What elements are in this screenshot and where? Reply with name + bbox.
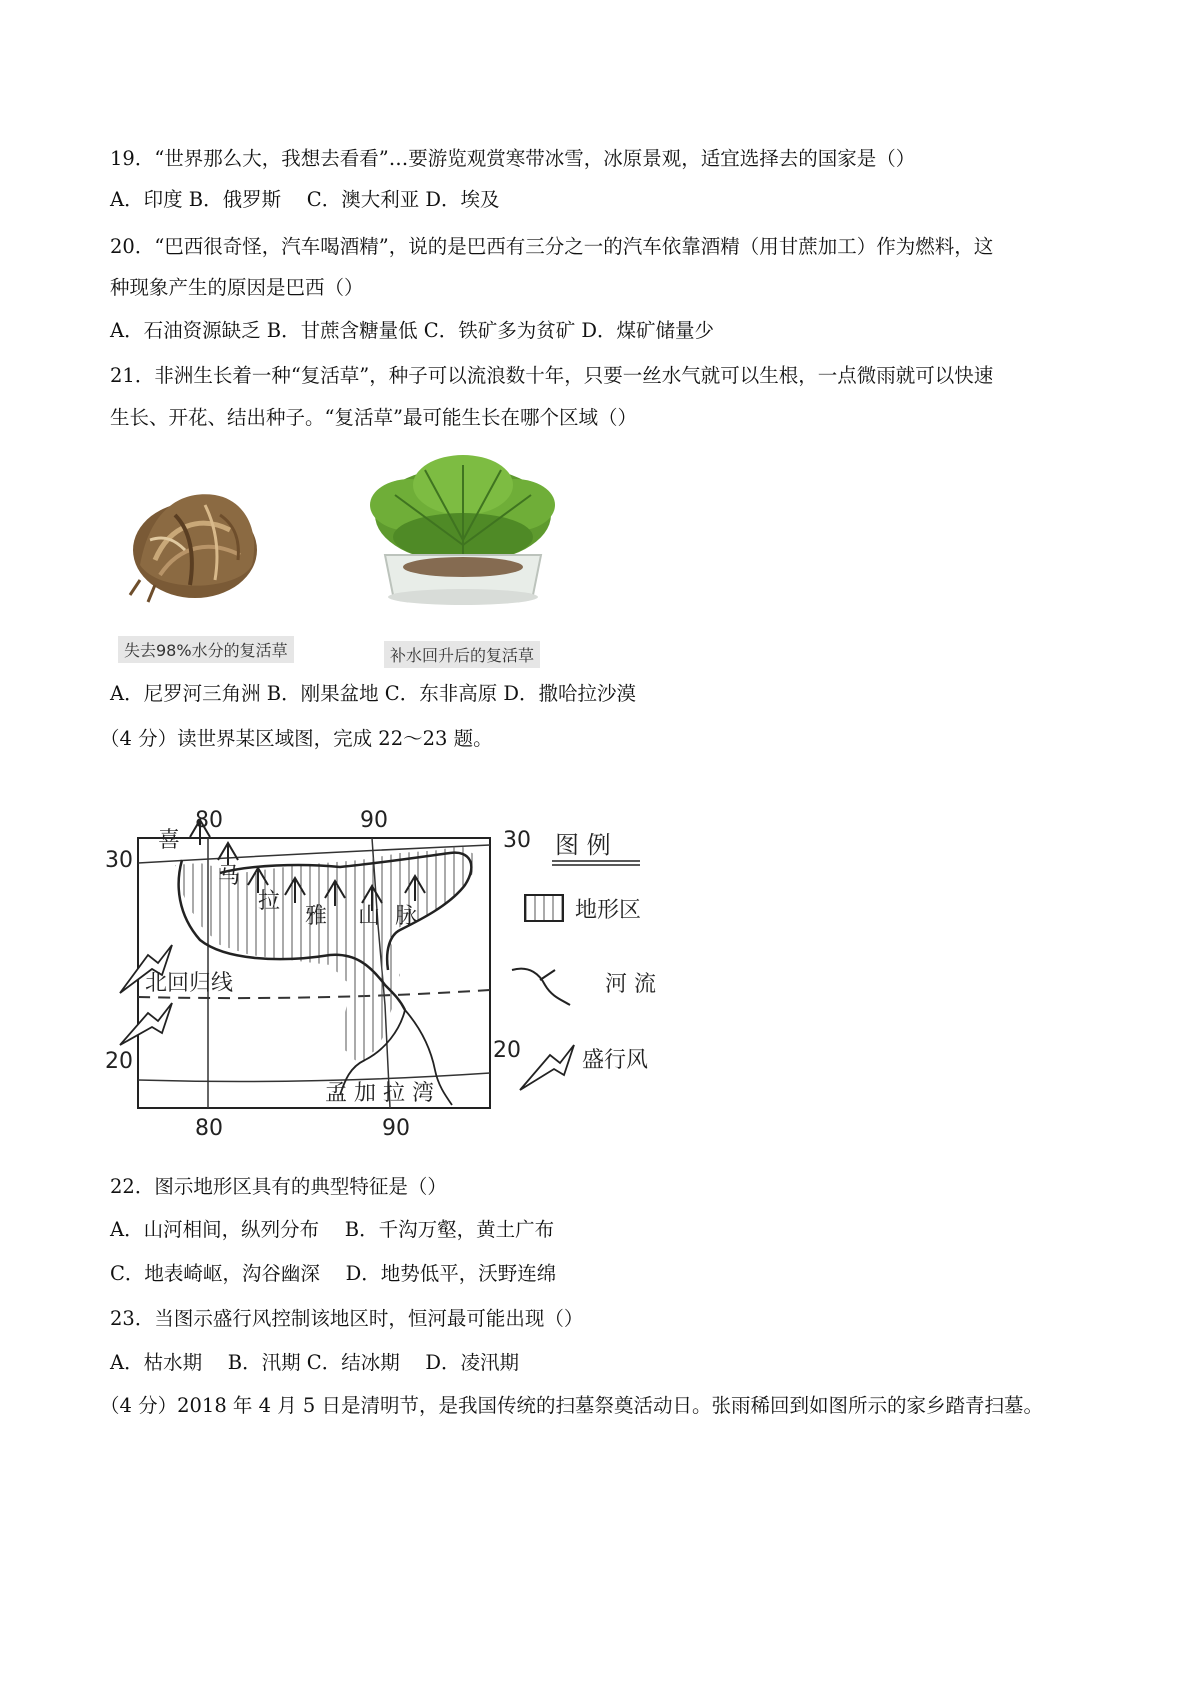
dry-resurrection-plant-image	[120, 470, 270, 610]
next-section-intro: （4 分）2018 年 4 月 5 日是清明节，是我国传统的扫墓祭奠活动日。张雨稀回到如图所示的家乡踏青扫墓。	[100, 1394, 1044, 1417]
q22-options-line1: A．山河相间，纵列分布 B．千沟万壑，黄土广布	[110, 1218, 555, 1241]
legend-river-label: 河 流	[605, 972, 656, 997]
legend-river-swatch	[512, 969, 570, 1005]
q21-options: A．尼罗河三角洲 B．刚果盆地 C．东非高原 D．撒哈拉沙漠	[110, 682, 637, 705]
q22-stem: 22．图示地形区具有的典型特征是（）	[110, 1175, 447, 1198]
caption-dry-plant: 失去98%水分的复活草	[118, 636, 294, 663]
q20-stem-line2: 种现象产生的原因是巴西（）	[110, 276, 364, 299]
lon-top-90: 90	[360, 808, 388, 833]
q21-stem-line2: 生长、开花、结出种子。“复活草”最可能生长在哪个区域（）	[110, 406, 637, 429]
lat-right-30: 30	[503, 828, 531, 853]
lon-top-80: 80	[195, 808, 223, 833]
q23-options: A．枯水期 B．汛期 C．结冰期 D．凌汛期	[110, 1351, 520, 1374]
lat-left-20: 20	[105, 1049, 133, 1074]
label-xi: 喜	[158, 828, 181, 853]
legend-terrain-swatch	[525, 895, 563, 921]
lat-right-20: 20	[493, 1038, 521, 1063]
label-mai: 脉	[395, 904, 418, 929]
map-intro: （4 分）读世界某区域图，完成 22～23 题。	[100, 727, 493, 750]
label-la: 拉	[258, 889, 281, 914]
label-ya: 雅	[305, 904, 328, 929]
label-ma: 马	[218, 864, 241, 889]
label-tropic: 北回归线	[145, 971, 234, 996]
green-resurrection-plant-image	[355, 445, 570, 615]
q21-stem-line1: 21．非洲生长着一种“复活草”，种子可以流浪数十年，只要一丝水气就可以生根，一点微雨就可以快速	[110, 364, 994, 387]
q23-stem: 23．当图示盛行风控制该地区时，恒河最可能出现（）	[110, 1307, 584, 1330]
region-map	[100, 805, 680, 1150]
q22-options-line2: C．地表崎岖，沟谷幽深 D．地势低平，沃野连绵	[110, 1262, 557, 1285]
lon-bottom-90: 90	[382, 1116, 410, 1141]
legend-wind-label: 盛行风	[582, 1048, 649, 1073]
q19-options: A．印度 B．俄罗斯 C．澳大利亚 D．埃及	[110, 188, 500, 211]
q20-stem-line1: 20．“巴西很奇怪，汽车喝酒精”，说的是巴西有三分之一的汽车依靠酒精（用甘蔗加工）作为燃料，这	[110, 235, 994, 258]
label-bay: 孟 加 拉 湾	[325, 1081, 434, 1106]
q20-options: A．石油资源缺乏 B．甘蔗含糖量低 C．铁矿多为贫矿 D．煤矿储量少	[110, 319, 715, 342]
lon-bottom-80: 80	[195, 1116, 223, 1141]
caption-green-plant: 补水回升后的复活草	[384, 641, 540, 668]
q19-stem: 19．“世界那么大，我想去看看”…要游览观赏寒带冰雪，冰原景观，适宜选择去的国家是（）	[110, 147, 916, 170]
label-shan: 山	[358, 904, 381, 929]
legend-wind-swatch	[520, 1045, 574, 1090]
lat-left-30: 30	[105, 848, 133, 873]
legend-terrain-label: 地形区	[575, 898, 642, 923]
legend-title: 图 例	[555, 831, 611, 859]
